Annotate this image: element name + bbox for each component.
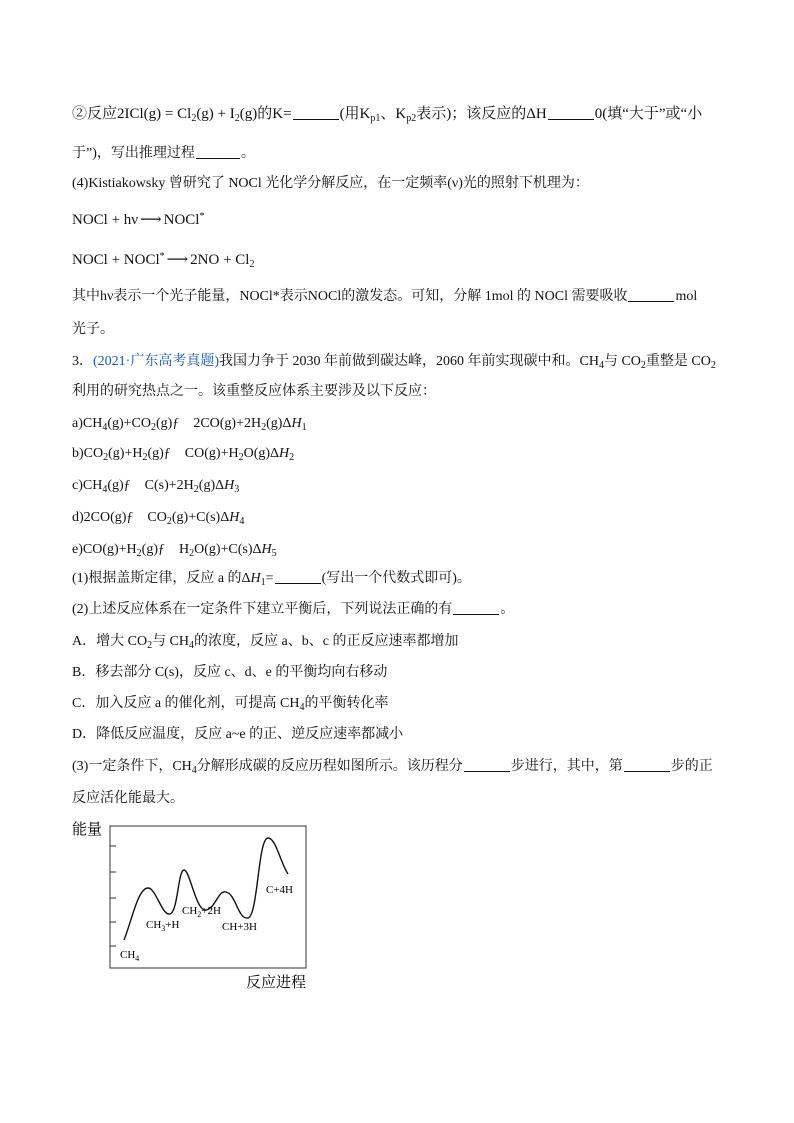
option-b[interactable] xyxy=(72,663,387,683)
t: H xyxy=(261,542,272,557)
answer-blank[interactable] xyxy=(628,287,674,302)
text: (用K xyxy=(339,106,371,122)
t: (g)+CO xyxy=(107,416,151,431)
arrow: ⟶ xyxy=(166,252,189,268)
arrow: ⟶ xyxy=(140,212,162,228)
eq-line-ii xyxy=(72,104,702,124)
label-ch4: $CH_4$ xyxy=(120,949,140,963)
q4-text-2 xyxy=(72,320,114,340)
text: 与 CH xyxy=(152,634,190,649)
option-d[interactable] xyxy=(72,725,403,745)
text: 于”)，写出推理过程 xyxy=(72,146,195,161)
sub: 2 xyxy=(249,259,255,270)
sup: * xyxy=(159,251,165,262)
answer-blank[interactable] xyxy=(453,600,499,615)
text: (4)Kistiakowsky 曾研究了 NOCl 光化学分解反应，在一定频率(ν)光的照射下机理为： xyxy=(72,176,589,191)
text: 、K xyxy=(380,106,407,122)
text: 步进行，其中，第 xyxy=(510,759,623,774)
text: NOCl + hν xyxy=(72,212,139,228)
sub: 2 xyxy=(142,452,148,463)
answer-blank[interactable] xyxy=(196,144,240,159)
label-ch3h: $CH_3+H$ xyxy=(146,919,180,933)
text: B．移去部分 C(s)，反应 c、d、e 的平衡均向右移动 xyxy=(72,665,388,680)
sub: 4 xyxy=(598,360,604,371)
text: 。 xyxy=(500,602,515,617)
sub: 2 xyxy=(166,516,172,527)
text: 。 xyxy=(240,146,255,161)
t: (g)+C(s)Δ xyxy=(171,510,230,525)
t: H xyxy=(224,478,235,493)
text: 利用的研究热点之一。该重整反应体系主要涉及以下反应： xyxy=(72,384,436,399)
text: 2NO + Cl xyxy=(190,252,250,268)
subq-1 xyxy=(72,569,471,589)
sup: * xyxy=(199,211,205,222)
sub: 2 xyxy=(103,452,109,463)
equation: (g) xyxy=(239,106,258,122)
sub: p2 xyxy=(406,113,417,124)
t: (g)ƒ H xyxy=(141,542,190,557)
question-number: 3． xyxy=(72,354,93,369)
subq-2 xyxy=(72,600,514,620)
equation: 2ICl(g) = Cl xyxy=(117,106,192,122)
q4-text-1 xyxy=(72,287,697,307)
sub: 2 xyxy=(640,360,646,371)
equation: (g) + I xyxy=(196,106,235,122)
sub: 4 xyxy=(189,640,195,651)
t: c)CH xyxy=(72,478,103,493)
y-axis-label: 能量 xyxy=(72,822,103,838)
text: NOCl xyxy=(163,212,200,228)
text: 与 CO xyxy=(603,354,641,369)
label-ch22h: $CH_2+2H$ xyxy=(182,905,221,919)
energy-diagram xyxy=(70,818,330,998)
t: (g)ƒ CO(g)+H xyxy=(147,446,239,461)
text: ②反应 xyxy=(72,106,118,122)
sub: 2 xyxy=(147,640,153,651)
text: (2)上述反应体系在一定条件下建立平衡后，下列说法正确的有 xyxy=(72,602,453,617)
text: A．增大 CO xyxy=(72,634,148,649)
text: (写出一个代数式即可)。 xyxy=(321,571,471,586)
t: O(g)Δ xyxy=(243,446,280,461)
sub: 4 xyxy=(102,422,108,433)
sub: p1 xyxy=(370,113,381,124)
sub: 4 xyxy=(299,702,305,713)
t: d)2CO(g)ƒ CO xyxy=(72,510,167,525)
reaction-a xyxy=(72,414,307,434)
sub: 3 xyxy=(234,484,240,495)
text: 表示)；该反应的ΔH xyxy=(416,106,547,122)
text: 的平衡转化率 xyxy=(304,696,389,711)
option-c[interactable] xyxy=(72,694,389,714)
source-link[interactable]: (2021·广东高考真题) xyxy=(93,354,219,369)
mechanism-1 xyxy=(72,210,204,230)
sub: 5 xyxy=(271,548,277,559)
text: 我国力争于 2030 年前做到碳达峰，2060 年前实现碳中和。CH xyxy=(219,354,599,369)
text: NOCl + NOCl xyxy=(72,252,160,268)
t: b)CO xyxy=(72,446,104,461)
answer-blank[interactable] xyxy=(624,757,670,772)
energy-profile-figure xyxy=(70,818,330,1003)
t: (g)ƒ C(s)+2H xyxy=(107,478,194,493)
sub: 2 xyxy=(261,422,267,433)
text: 其中hν表示一个光子能量，NOCl*表示NOCl的激发态。可知，分解 1mol 的 NOCl 需要吸收 xyxy=(72,289,628,304)
sub: 2 xyxy=(191,113,197,124)
label-c4h: C+4H xyxy=(266,884,293,896)
text: 重整是 CO xyxy=(645,354,711,369)
text: C．加入反应 a 的催化剂，可提高 CH xyxy=(72,696,300,711)
t: H xyxy=(291,416,302,431)
sub: 4 xyxy=(239,516,245,527)
t: a)CH xyxy=(72,416,103,431)
mechanism-2 xyxy=(72,250,254,270)
sub: 4 xyxy=(102,484,108,495)
answer-blank[interactable] xyxy=(464,757,510,772)
text: (3)一定条件下，CH xyxy=(72,759,192,774)
text: mol xyxy=(675,289,698,304)
text: H xyxy=(250,571,261,586)
reaction-d xyxy=(72,508,244,528)
q3-title xyxy=(72,352,716,372)
x-axis-label: 反应进程 xyxy=(246,975,307,991)
t: O(g)+C(s)Δ xyxy=(194,542,262,557)
text: (1)根据盖斯定律，反应 a 的Δ xyxy=(72,571,251,586)
t: (g)Δ xyxy=(198,478,225,493)
text: D．降低反应温度，反应 a~e 的正、逆反应速率都减小 xyxy=(72,727,404,742)
sub: 4 xyxy=(191,765,197,776)
sub: 1 xyxy=(301,422,307,433)
sub: 2 xyxy=(189,548,195,559)
text: 分解形成碳的反应历程如图所示。该历程分 xyxy=(196,759,463,774)
sub: 2 xyxy=(234,113,240,124)
sub: 2 xyxy=(193,484,199,495)
text: 反应活化能最大。 xyxy=(72,791,184,806)
reaction-c xyxy=(72,476,239,496)
sub: 2 xyxy=(710,360,716,371)
sub: 2 xyxy=(151,422,156,433)
text: 的K= xyxy=(257,106,292,122)
text: 光子。 xyxy=(72,322,114,337)
t: (g)ƒ 2CO(g)+2H xyxy=(156,416,262,431)
t: e)CO(g)+H xyxy=(72,542,137,557)
t: H xyxy=(279,446,290,461)
answer-blank[interactable] xyxy=(293,105,339,120)
sub: 2 xyxy=(238,452,244,463)
reaction-b xyxy=(72,444,294,464)
sub: 1 xyxy=(260,577,266,588)
sub: 2 xyxy=(289,452,295,463)
t: H xyxy=(229,510,240,525)
reaction-e xyxy=(72,540,277,560)
label-ch3hh: CH+3H xyxy=(222,921,257,933)
line-ii-cont xyxy=(72,144,255,164)
subq-3 xyxy=(72,757,713,777)
t: (g)Δ xyxy=(266,416,292,431)
y-ticks xyxy=(110,846,116,946)
q4-intro xyxy=(72,174,589,194)
answer-blank[interactable] xyxy=(548,105,594,120)
text: 的浓度，反应 a、b、c 的正反应速率都增加 xyxy=(194,634,459,649)
q3-text-2 xyxy=(72,382,436,402)
subq-3-cont xyxy=(72,789,184,809)
answer-blank[interactable] xyxy=(275,569,321,584)
text: 步的正 xyxy=(670,759,713,774)
sub: 2 xyxy=(136,548,142,559)
t: (g)+H xyxy=(108,446,143,461)
text: = xyxy=(265,571,274,586)
option-a[interactable] xyxy=(72,632,458,652)
text: 0(填“大于”或“小 xyxy=(594,106,703,122)
